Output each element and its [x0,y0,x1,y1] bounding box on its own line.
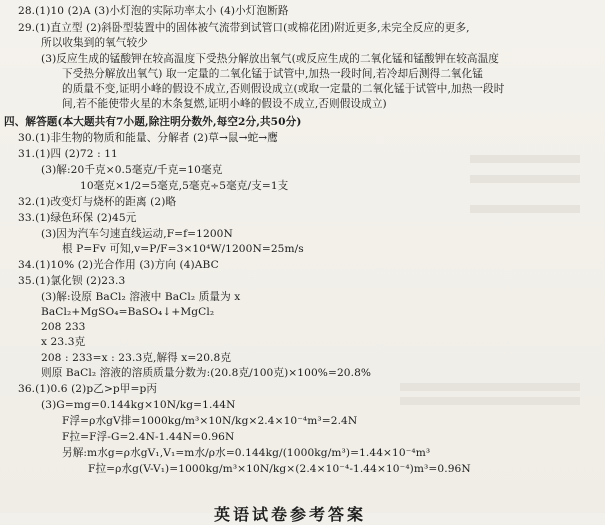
answer-line: 208 233 [41,321,86,333]
answer-line: BaCl₂+MgSO₄=BaSO₄↓+MgCl₂ [41,306,215,318]
answer-line: 则原 BaCl₂ 溶液的溶质质量分数为:(20.8克/100克)×100%=20.8% [41,367,372,379]
answer-line: F拉=ρ水g(V-V₁)=1000kg/m³×10N/kg×(2.4×10⁻⁴-1.44×10⁻⁴)m³=0.96N [88,463,471,475]
answer-line: 28.(1)10 (2)A (3)小灯泡的实际功率太小 (4)小灯泡断路 [18,5,289,17]
answer-line: F拉=F浮-G=2.4N-1.44N=0.96N [62,431,235,443]
answer-line: 32.(1)改变灯与烧杯的距离 (2)略 [18,196,177,208]
answer-line: x 23.3克 [41,336,86,348]
answer-line: 间,若不能使带火星的木条复燃,证明小峰的假设不成立,否则假设成立) [62,98,387,110]
answer-line: 下受热分解放出氧气) 取一定量的二氧化锰于试管中,加热一段时间,若冷却后测得二氧化锰 [62,68,483,80]
answer-line: 29.(1)直立型 (2)斜卧型装置中的固体被气流带到试管口(或棉花团)附近更多,未完全反应的更多, [18,22,470,34]
answer-line: 36.(1)0.6 (2)p乙>p甲=p丙 [18,383,158,395]
ghost-text [470,205,580,213]
answer-line: 另解:m水g=ρ水gV₁,V₁=m水/ρ水=0.144kg/(1000kg/m³)=1.44×10⁻⁴m³ [62,447,431,459]
answer-line: 根 P=Fv 可知,v=P/F=3×10⁴W/1200N=25m/s [62,243,304,255]
answer-line: 34.(1)10% (2)光合作用 (3)方向 (4)ABC [18,259,219,271]
answer-line: (3)G=mg=0.144kg×10N/kg=1.44N [41,399,236,411]
ghost-text [400,383,580,391]
answer-line: 四、解答题(本大题共有7小题,除注明分数外,每空2分,共50分) [4,116,302,128]
answer-line: 33.(1)绿色环保 (2)45元 [18,212,137,224]
ghost-text [470,175,580,183]
answer-line: 31.(1)四 (2)72 : 11 [18,148,118,160]
answer-line: (3)反应生成的锰酸钾在较高温度下受热分解放出氧气(或反应生成的二氧化锰和锰酸钾在较高温度 [41,53,499,65]
answer-line: 30.(1)非生物的物质和能量、分解者 (2)草→鼠→蛇→鹰 [18,132,278,144]
answer-line: F浮=ρ水gV排=1000kg/m³×10N/kg×2.4×10⁻⁴m³=2.4N [62,415,358,427]
answer-line: (3)因为汽车匀速直线运动,F=f=1200N [41,228,233,240]
ghost-text [470,155,580,163]
answer-line: 的质量不变,证明小峰的假设不成立,否则假设成立(或取一定量的二氧化锰于试管中,加热一段时 [62,83,505,95]
ghost-text [400,397,580,405]
answer-line: (3)解:20千克×0.5毫克/千克=10毫克 [41,164,223,176]
answer-line: 10毫克×1/2=5毫克,5毫克÷5毫克/支=1支 [80,180,289,192]
answer-line: 208 : 233=x : 23.3克,解得 x=20.8克 [41,352,232,364]
answer-line: 所以收集到的氧气较少 [41,37,148,49]
answer-line: 35.(1)氯化钡 (2)23.3 [18,275,126,287]
answer-line: (3)解:设原 BaCl₂ 溶液中 BaCl₂ 质量为 x [41,291,241,303]
next-section-title: 英语试卷参考答案 [214,505,367,524]
